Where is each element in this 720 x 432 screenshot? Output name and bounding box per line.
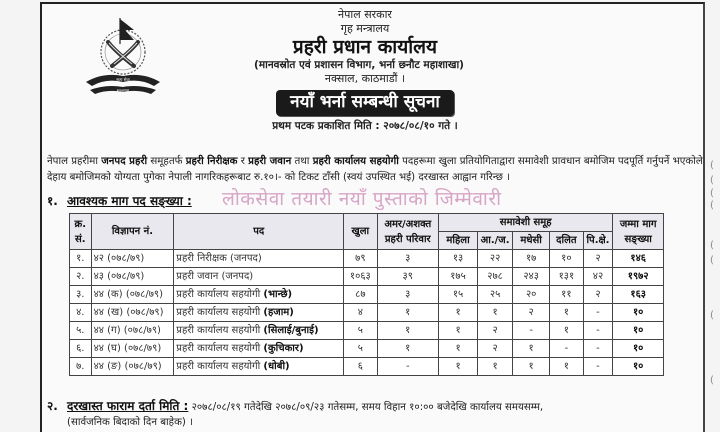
cell-open: ५ [344,322,377,340]
cell-martyr-family: १ [377,304,438,322]
post-specialty: (सिलाई/बुनाई) [263,325,319,336]
cell-indigenous: २२ [478,250,513,268]
intro-bold-constable: प्रहरी जवान [248,156,292,167]
cell-ad-no: ४४ (ङ) (०७८/७९) [91,358,174,376]
cell-indigenous: १ [478,304,513,322]
cell-women: १ [438,304,477,322]
cell-post [174,250,344,268]
table-row [70,322,664,340]
watermark-text: लोकसेवा तयारी नयाँ पुस्ताको जिम्मेवारी [222,188,502,210]
cell-ad-no: ४३ (०७८/७९) [91,268,174,286]
section-required-posts [47,193,192,209]
government-name: नेपाल सरकार [338,8,392,21]
section-label: दरखास्त फाराम दर्ता मिति : [67,399,189,413]
intro-paragraph [47,154,707,186]
adjacent-page-edge: ( ( ( ( ( ( ( ( [710,160,714,386]
cell-total: १४६ [613,250,664,268]
cell-martyr-family: १ [377,322,438,340]
post-name: प्रहरी निरीक्षक (जनपद) [176,253,262,264]
section-number: १. [47,194,58,208]
cell-dalit: १० [550,250,583,268]
cell-sn: ३. [70,286,92,304]
cell-martyr-family: ३ [377,250,438,268]
cell-indigenous: २ [478,340,513,358]
cell-women: १७५ [438,268,477,286]
cell-backward-region: ४२ [583,268,613,286]
division-name: (मानवस्रोत एवं प्रशासन विभाग, भर्ना छनौट महाशाखा) [254,59,464,71]
cell-backward-region: - [583,322,613,340]
cell-ad-no: ४२ (०७८/७९) [91,250,174,268]
post-name: प्रहरी कार्यालय सहयोगी [176,289,264,300]
cell-madhesi: २४३ [513,268,550,286]
cell-total: १६३ [613,286,664,304]
header-martyr-family: अमर/अशक्त प्रहरी परिवार [377,214,438,250]
cell-open: ६ [344,358,377,376]
holiday-note: (सार्वजनिक बिदाको दिन बाहेक) । [67,417,193,428]
intro-bold-office-assistant: प्रहरी कार्यालय सहयोगी [312,156,399,167]
header-total: जम्मा माग सङ्ख्या [613,214,664,250]
cell-post [174,304,344,322]
intro-text: र [237,156,249,167]
cell-madhesi: २ [513,304,550,322]
cell-backward-region: २ [583,250,613,268]
cell-madhesi: २० [513,286,550,304]
cell-total: १० [613,304,664,322]
cell-dalit: - [550,340,583,358]
header-sn: क्र. सं. [70,214,92,250]
svg-text:सुरक्षणम्: सुरक्षणम् [116,88,130,93]
intro-bold-inspector: प्रहरी निरीक्षक [185,156,238,167]
cell-madhesi: १ [513,358,550,376]
post-specialty: (हजाम) [263,307,294,318]
header-open: खुला [344,214,377,250]
cell-dalit: ११ [550,286,583,304]
office-address: नक्साल, काठमाडौं । [324,72,406,85]
post-specialty: (कुचिकार) [263,343,304,354]
cell-sn: ६. [70,340,92,358]
notice-header [200,8,530,133]
post-name: प्रहरी कार्यालय सहयोगी [176,343,264,354]
table-row [70,340,664,358]
cell-women: १३ [438,250,477,268]
section-number: २. [47,399,58,413]
cell-dalit: १ [550,358,583,376]
table-row [70,268,664,286]
cell-open: ८७ [344,286,377,304]
table-row [70,304,664,322]
cell-indigenous: १ [478,358,513,376]
cell-backward-region: - [583,340,613,358]
cell-sn: ७. [70,358,92,376]
cell-post [174,340,344,358]
intro-text: नेपाल प्रहरीमा [47,156,102,167]
cell-sn: ५. [70,322,92,340]
cell-total: १० [613,340,664,358]
cell-post [174,322,344,340]
cell-backward-region: - [583,358,613,376]
cell-sn: १. [70,250,92,268]
cell-martyr-family: - [377,358,438,376]
cell-sn: २. [70,268,92,286]
svg-text:सत्य सेवा: सत्य सेवा [116,77,130,82]
table-row [70,250,664,268]
cell-madhesi: १७ [513,250,550,268]
intro-text: तथा [291,156,313,167]
cell-sn: ४. [70,304,92,322]
header-post: पद [174,214,344,250]
cell-indigenous: २ [478,322,513,340]
intro-text: पदहरूमा खुला प्रतियोगिताद्वारा समावेशी प्रावधान बमोजिम पदपूर्ति गर्नुपर्ने भएकोले देहाय बमोजिमको योग्यता पुगेका नेपाली नागरिकहरूबाट रु.१०।- को टिकट टाँसी (स्वयं उपस्थित भई) दरखास्त आह्वान गरिन्छ । [47,156,703,183]
post-specialty: (भान्छे) [263,289,293,300]
cell-total: १९७२ [613,268,664,286]
notice-title: नयाँ भर्ना सम्बन्धी सूचना [276,90,454,116]
post-specialty: (धोबी) [263,361,290,372]
header-ad-no: विज्ञापन नं. [91,214,174,250]
cell-total: १० [613,358,664,376]
ministry-name: गृह मन्त्रालय [340,22,390,35]
intro-text: समूहतर्फ [147,156,186,167]
cell-women: १ [438,340,477,358]
cell-martyr-family: ३९ [377,268,438,286]
post-name: प्रहरी कार्यालय सहयोगी [176,307,264,318]
header-dalit: दलित [550,232,583,250]
cell-ad-no: ४४ (घ) (०७८/७९) [91,340,174,358]
cell-post [174,358,344,376]
publication-date: प्रथम पटक प्रकाशित मिति : २०७८/०८/१० गते । [272,120,458,132]
cell-indigenous: २५ [478,286,513,304]
nepal-police-emblem-icon [58,10,188,100]
cell-dalit: १ [550,304,583,322]
header-indigenous: आ./ज. [478,232,513,250]
section-title: आवश्यक माग पद सङ्ख्या : [67,194,192,208]
cell-ad-no: ४४ (ख) (०७८/७९) [91,304,174,322]
header-backward-region: पि.क्षे. [583,232,613,250]
cell-martyr-family: १ [377,340,438,358]
cell-backward-region: २ [583,286,613,304]
cell-dalit: १३१ [550,268,583,286]
cell-dalit: १ [550,322,583,340]
post-name: प्रहरी कार्यालय सहयोगी [176,325,264,336]
cell-open: १०६३ [344,268,377,286]
cell-women: १५ [438,286,477,304]
cell-martyr-family: ३ [377,286,438,304]
cell-indigenous: २७८ [478,268,513,286]
cell-total: १० [613,322,664,340]
header-madhesi: मधेसी [513,232,550,250]
cell-post [174,268,344,286]
header-inclusive-group: समावेशी समूह [438,214,612,232]
table-row [70,358,664,376]
header-women: महिला [438,232,477,250]
section-application-dates [47,399,707,430]
posts-table [69,213,664,376]
cell-ad-no: ४४ (क) (०७८/७९) [91,286,174,304]
cell-open: ७९ [344,250,377,268]
table-row [70,286,664,304]
cell-madhesi: १ [513,340,550,358]
application-period: २०७८/०८/१९ गतेदेखि २०७८/०९/२३ गतेसम्म, समय विहान १०:०० बजेदेखि कार्यालय समयसम्म, [188,402,544,413]
post-name: प्रहरी कार्यालय सहयोगी [176,361,264,372]
cell-women: १ [438,322,477,340]
cell-women: १ [438,358,477,376]
cell-post [174,286,344,304]
office-name: प्रहरी प्रधान कार्यालय [292,36,438,58]
intro-bold-police-group: जनपद प्रहरी [101,156,148,167]
cell-open: ५ [344,340,377,358]
cell-open: ४ [344,304,377,322]
cell-madhesi: - [513,322,550,340]
cell-ad-no: ४४ (ग) (०७८/७९) [91,322,174,340]
post-name: प्रहरी जवान (जनपद) [176,271,254,282]
cell-backward-region: - [583,304,613,322]
